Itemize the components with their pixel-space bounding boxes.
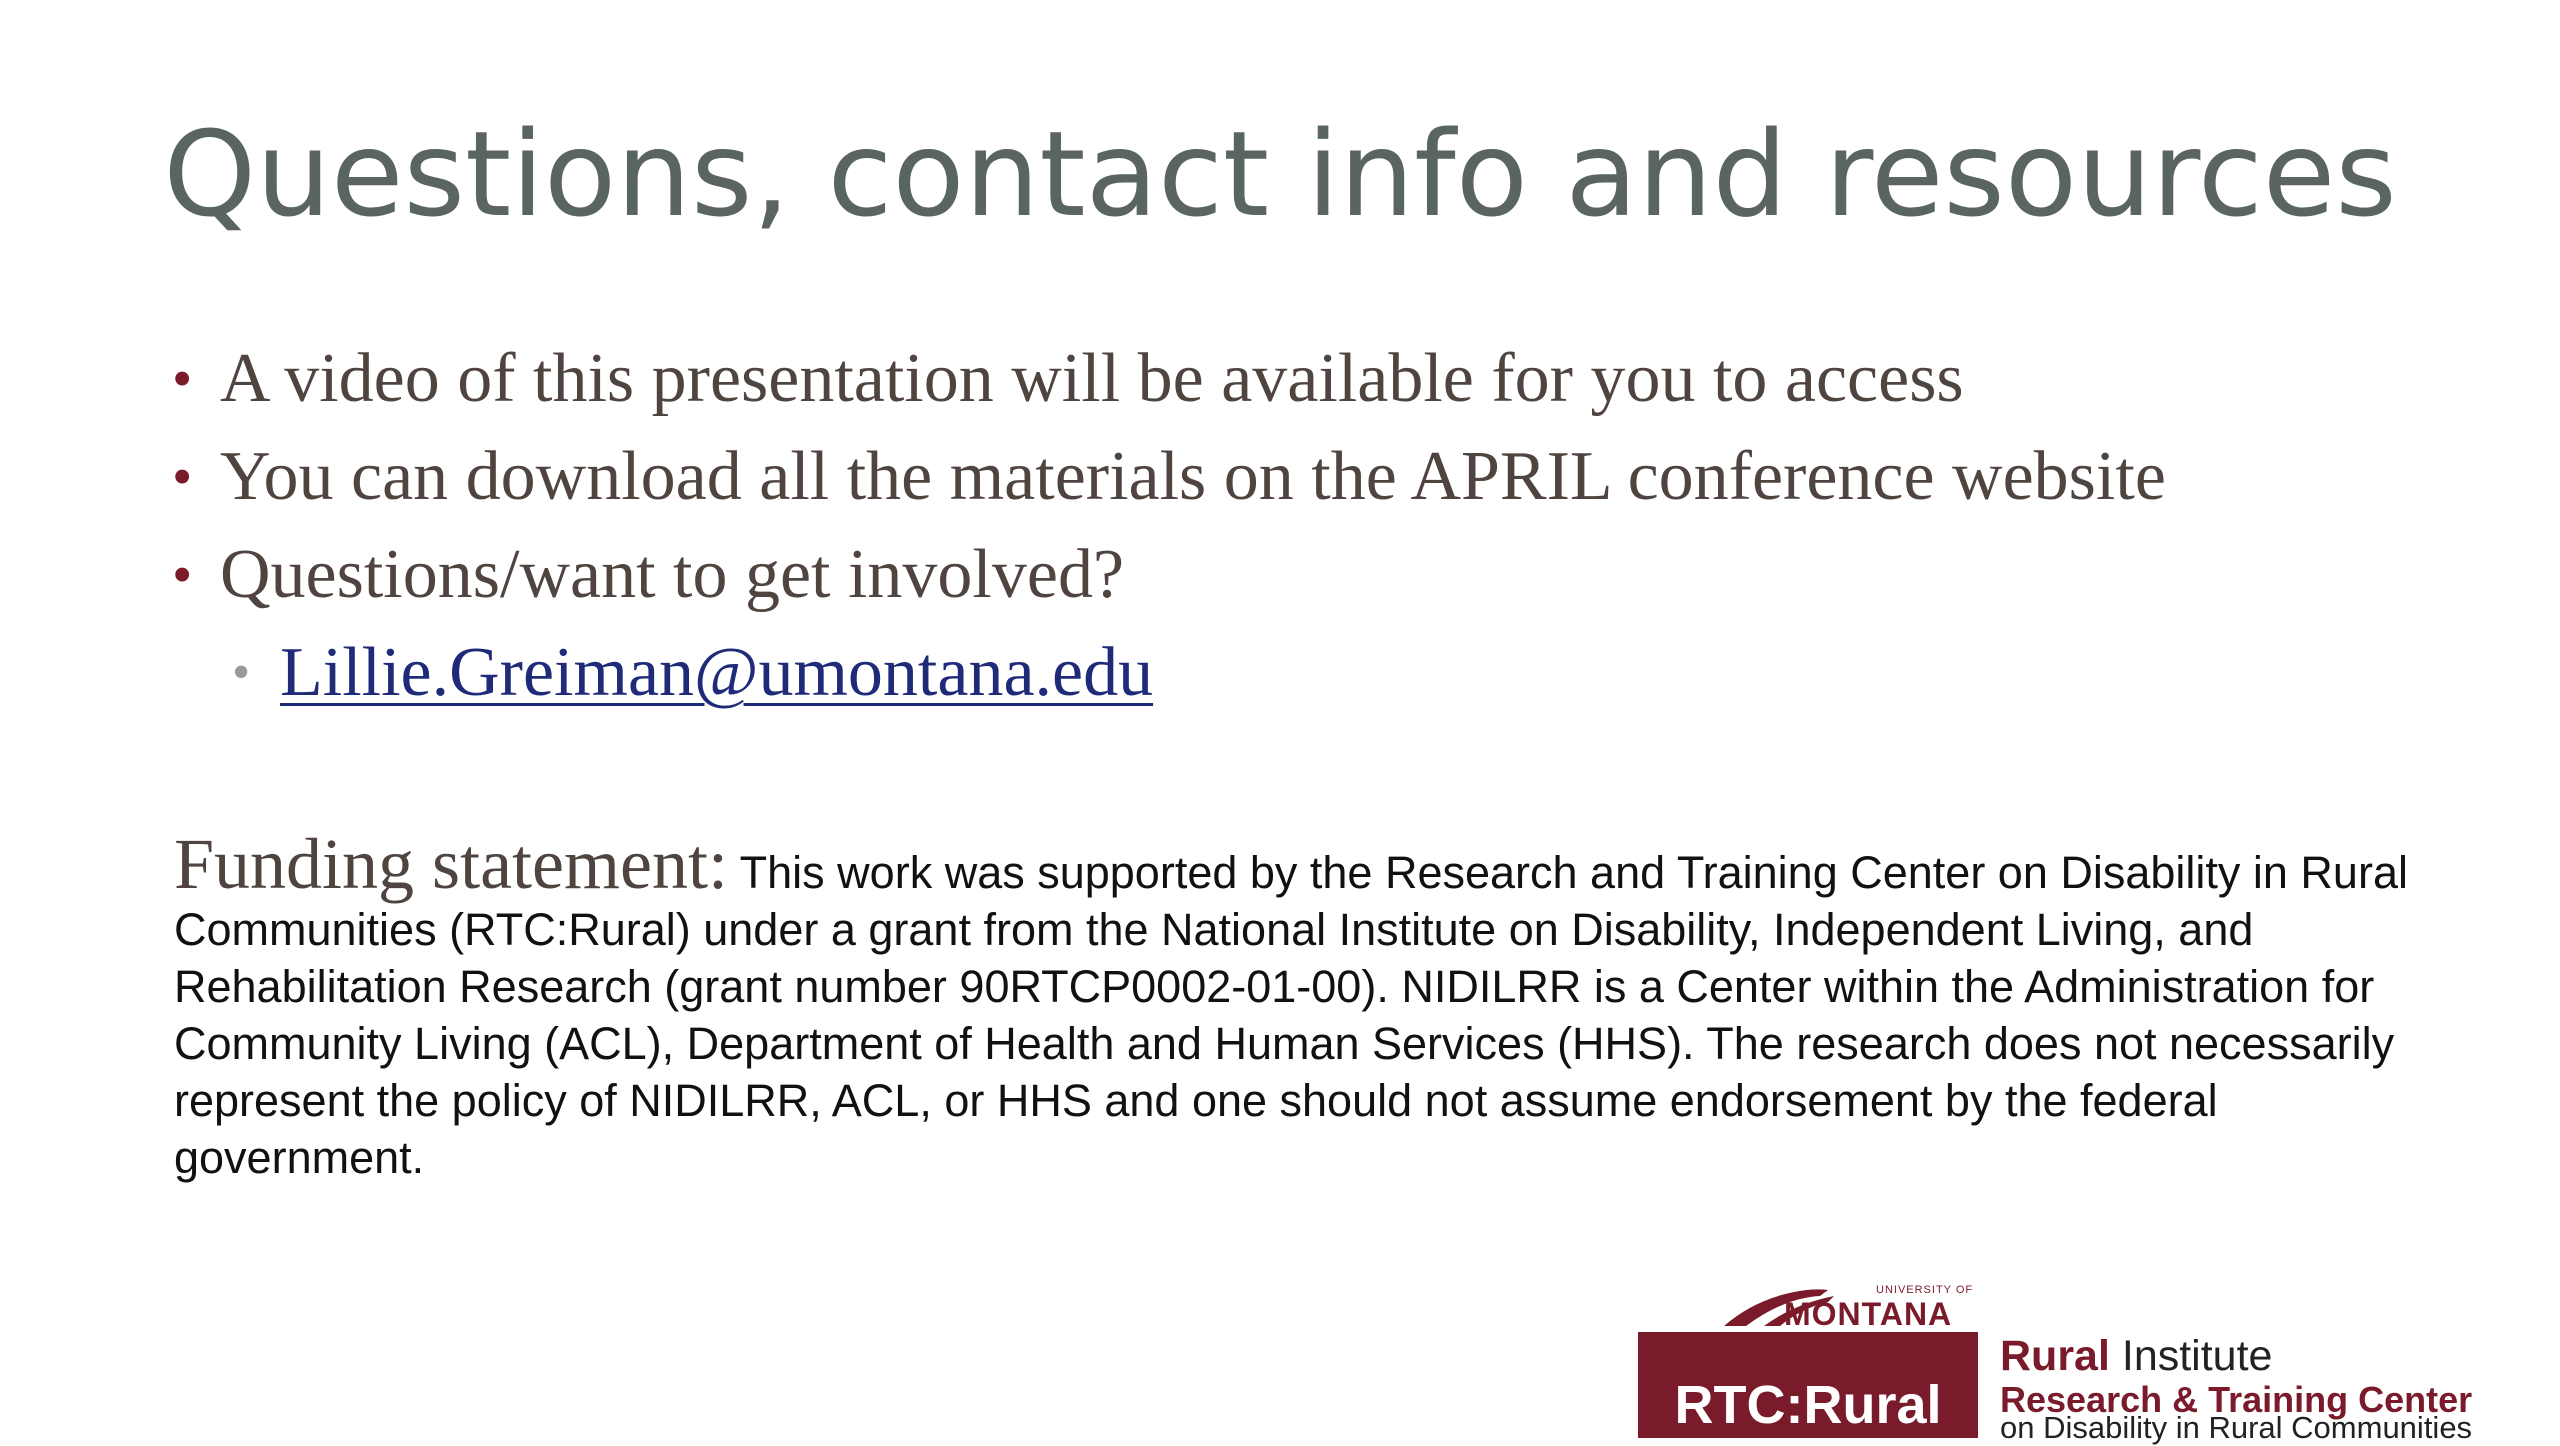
bullet-dot-icon: • [172, 542, 193, 607]
rural-accent-text: Rural [2000, 1332, 2110, 1380]
rural-institute-label [2000, 1332, 2272, 1381]
bullet-text: Questions/want to get involved? [220, 536, 1125, 613]
sub-bullet-dot-icon: • [232, 644, 251, 701]
bullet-text: A video of this presentation will be available for you to access [220, 340, 1964, 417]
rtc-rural-logo [1636, 1282, 2556, 1445]
rtc-rural-badge [1638, 1332, 1978, 1438]
bullet-list [172, 330, 2472, 722]
funding-statement [174, 824, 2414, 1186]
bullet-item-download [172, 428, 2472, 526]
university-of-label: UNIVERSITY OF [1876, 1284, 1974, 1296]
sub-bullet-item-email [172, 624, 2472, 722]
bullet-dot-icon: • [172, 346, 193, 411]
montana-wordmark: MONTANA [1784, 1296, 1953, 1332]
disability-rural-communities-label: on Disability in Rural Communities [2000, 1410, 2473, 1445]
bullet-dot-icon: • [172, 444, 193, 509]
slide-title: Questions, contact info and resources [163, 105, 2397, 243]
contact-email-link[interactable]: Lillie.Greiman@umontana.edu [280, 634, 1154, 711]
bullet-item-video [172, 330, 2472, 428]
institute-text: Institute [2109, 1332, 2273, 1380]
bullet-item-questions [172, 526, 2472, 624]
funding-text: This work was supported by the Research and Training Center on Disability in Rural Communities (RTC:Rural) under a grant from the National Institute on Disability, Independent Living, and Rehabilitation Research (grant number 90RTCP0002-01-00). NIDILRR is a Center within the Administration for Community Living (ACL), Department of Health and Human Services (HHS). The research does not necessarily represent the policy of NIDILRR, ACL, or HHS and one should not assume endorsement by the federal government. [174, 847, 2408, 1183]
rtc-rural-badge-text: RTC:Rural [1674, 1375, 1942, 1435]
funding-heading: Funding statement: [174, 824, 728, 904]
bullet-text: You can download all the materials on the APRIL conference website [220, 438, 2166, 515]
research-training-center-label: Research & Training Center [2000, 1379, 2473, 1420]
